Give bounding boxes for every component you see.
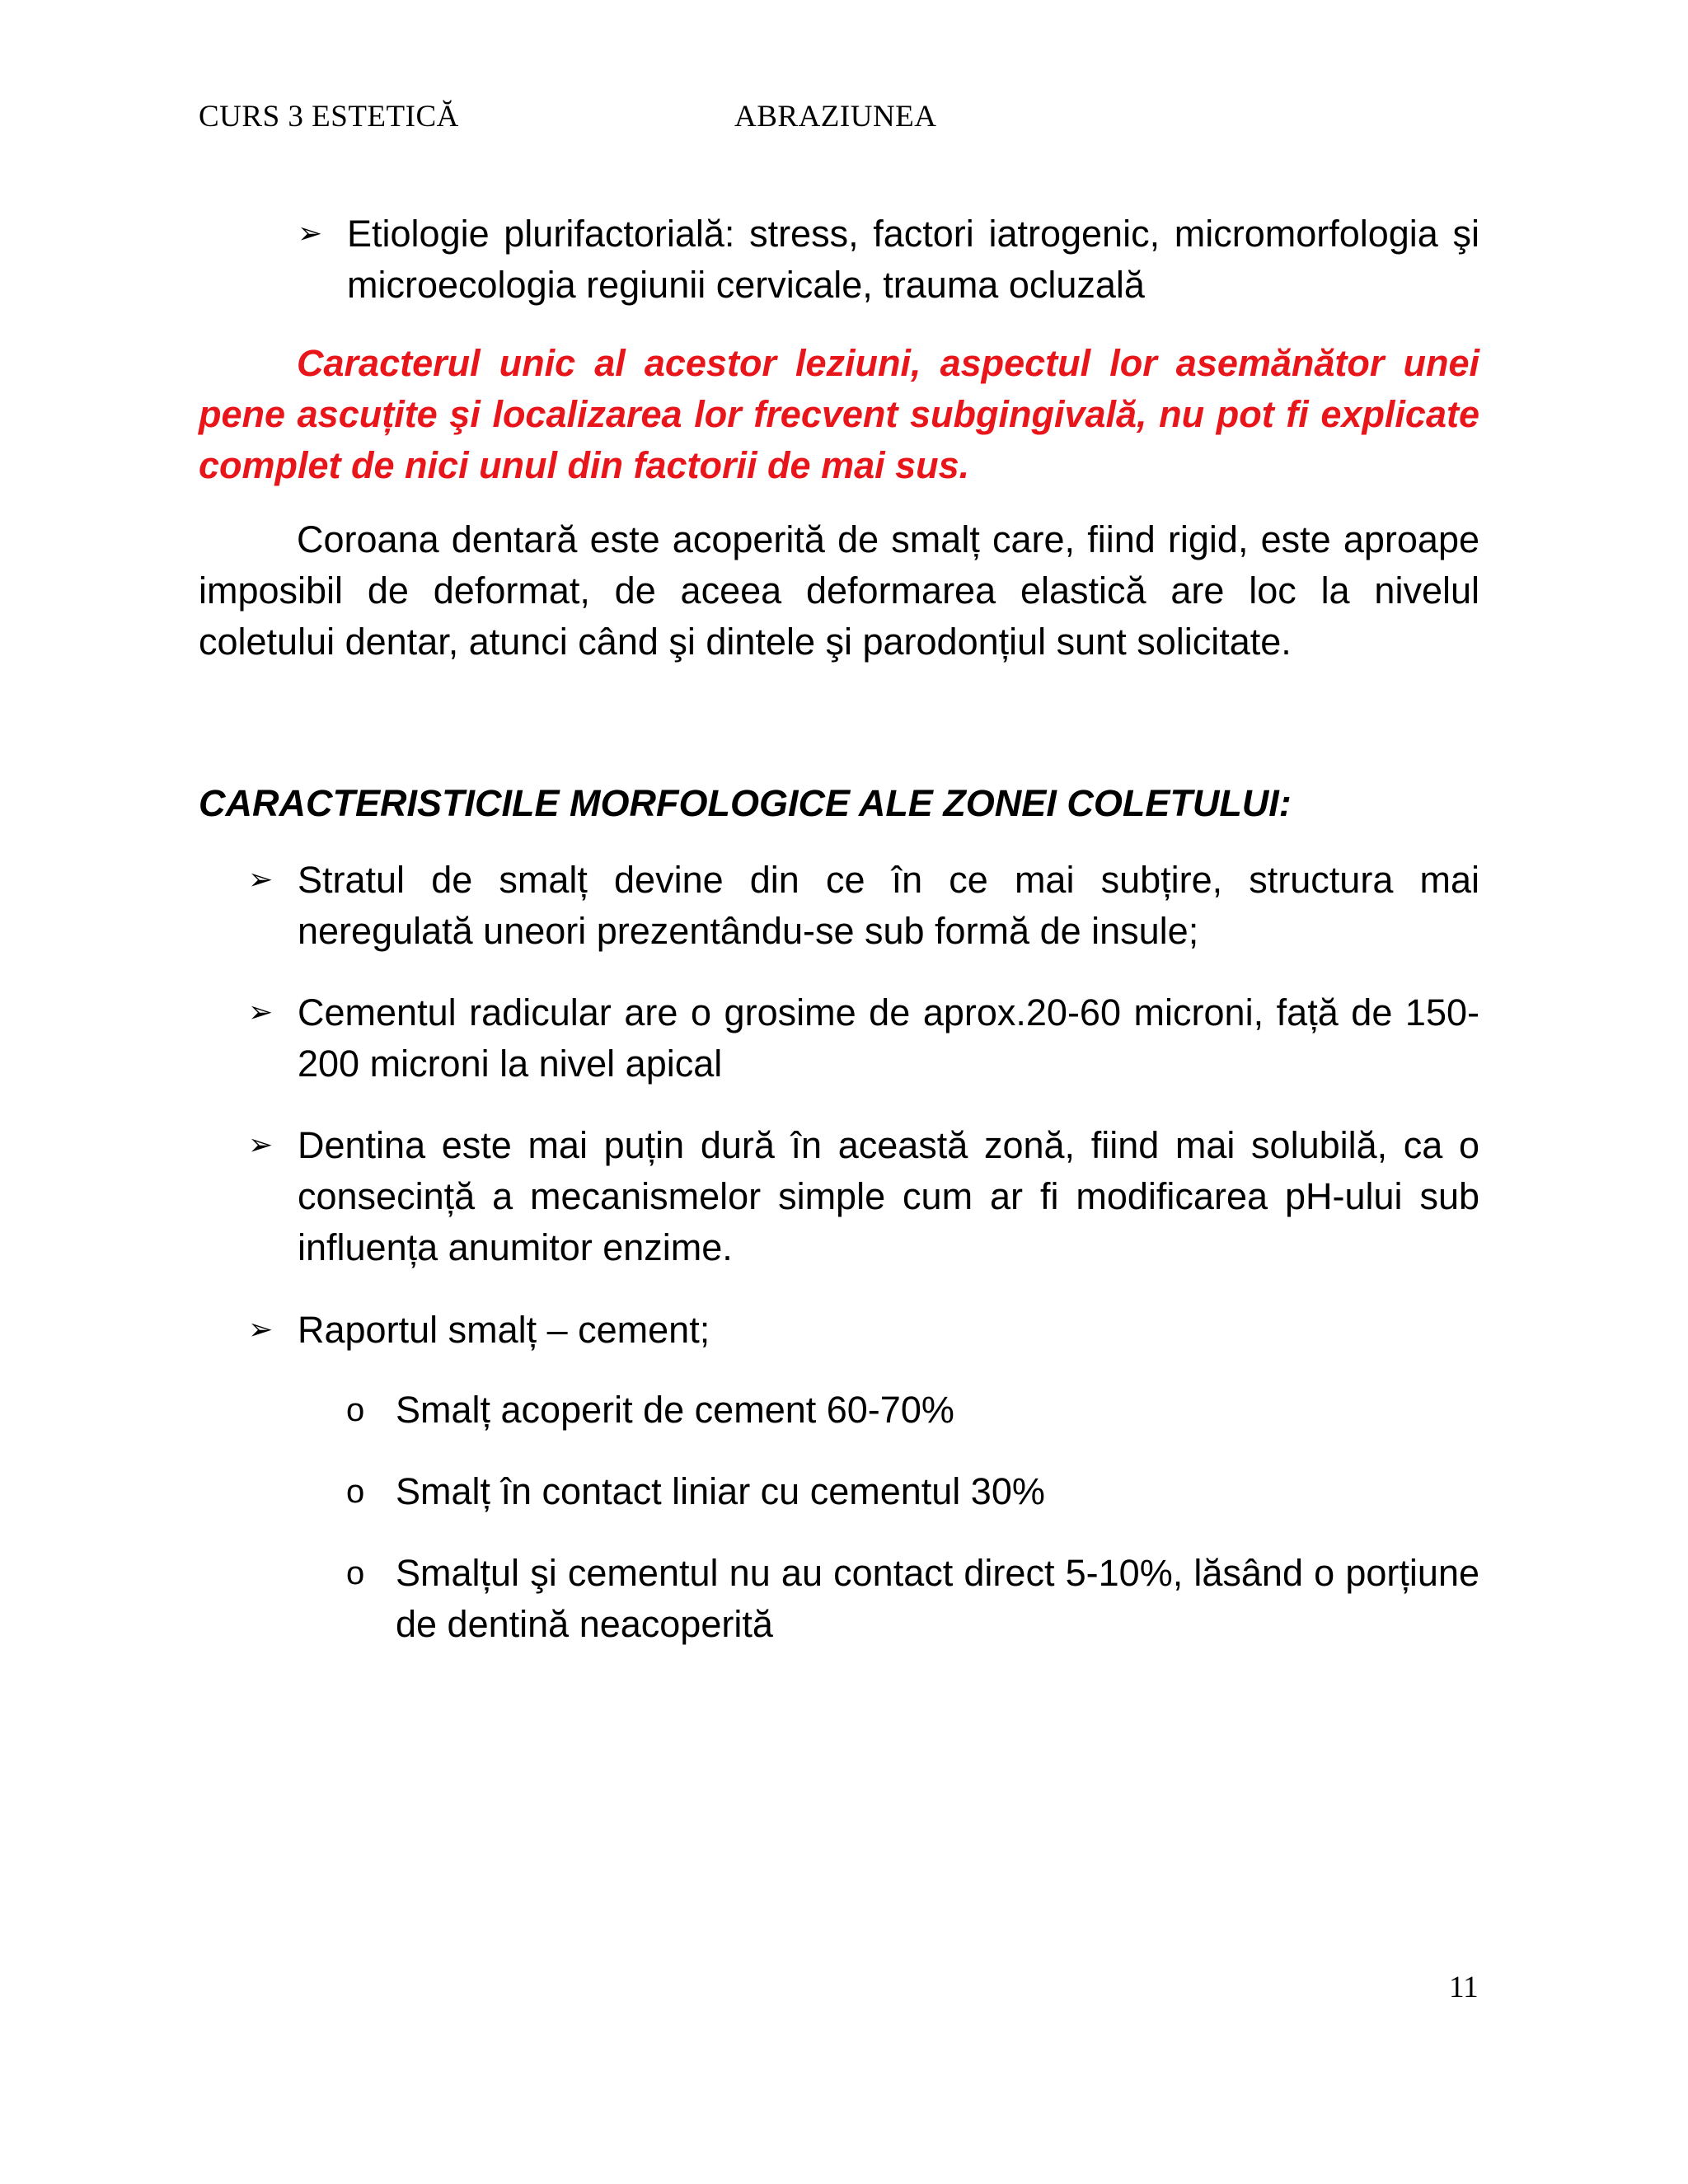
page-number: 11: [1449, 1971, 1479, 2004]
circle-bullet-icon: o: [346, 1392, 365, 1428]
header-course-title: CURS 3 ESTETICĂ: [199, 100, 459, 134]
body-paragraph-text: Coroana dentară este acoperită de smalț care, fiind rigid, este aproape imposibil de deformat, de aceea deformarea elastică are loc la nivelul coletului dentar, atunci când şi dintele şi parodonțiul sunt solicitate.: [199, 518, 1479, 663]
highlight-paragraph: [199, 338, 1479, 491]
intro-bullet-item: [298, 209, 1479, 311]
sub-list-item-text: Smalț acoperit de cement 60-70%: [396, 1389, 954, 1431]
list-item-text: Raportul smalț – cement;: [298, 1309, 710, 1351]
list-item: [248, 855, 1479, 957]
list-item-text: Stratul de smalț devine din ce în ce mai subțire, structura mai neregulată uneori prezentându-se sub formă de insule;: [298, 859, 1479, 952]
list-item: [248, 987, 1479, 1090]
sub-list-item-text: Smalț în contact liniar cu cementul 30%: [396, 1470, 1045, 1512]
list-item: [248, 1120, 1479, 1273]
section-heading: CARACTERISTICILE MORFOLOGICE ALE ZONEI COLETULUI:: [199, 782, 1292, 824]
body-paragraph: [199, 514, 1479, 668]
arrow-bullet-icon: ➢: [248, 1128, 274, 1162]
circle-bullet-icon: o: [346, 1555, 365, 1591]
sub-list-item-text: Smalțul şi cementul nu au contact direct 5-10%, lăsând o porțiune de dentină neacoperită: [396, 1552, 1479, 1645]
header-chapter-title: ABRAZIUNEA: [734, 100, 937, 134]
arrow-bullet-icon: ➢: [248, 863, 274, 897]
list-item: [248, 1305, 1479, 1356]
arrow-bullet-icon: ➢: [248, 996, 274, 1029]
arrow-bullet-icon: ➢: [248, 1313, 274, 1347]
list-item-text: Dentina este mai puțin dură în această zonă, fiind mai solubilă, ca o consecință a mecanismelor simple cum ar fi modificarea pH-ului sub influența anumitor enzime.: [298, 1124, 1479, 1268]
arrow-bullet-icon: ➢: [298, 217, 323, 251]
intro-bullet-text: Etiologie plurifactorială: stress, factori iatrogenic, micromorfologia şi microecologia regiunii cervicale, trauma ocluzală: [347, 213, 1479, 306]
highlight-paragraph-text: Caracterul unic al acestor leziuni, aspectul lor asemănător unei pene ascuțite şi localizarea lor frecvent subgingivală, nu pot fi explicate complet de nici unul din factorii de mai sus.: [199, 342, 1479, 486]
sub-list-item: [346, 1466, 1479, 1517]
sub-list-item: [346, 1385, 1479, 1436]
list-item-text: Cementul radicular are o grosime de aprox.20-60 microni, față de 150-200 microni la nivel apical: [298, 991, 1479, 1085]
sub-list-item: [346, 1548, 1479, 1650]
circle-bullet-icon: o: [346, 1474, 365, 1510]
